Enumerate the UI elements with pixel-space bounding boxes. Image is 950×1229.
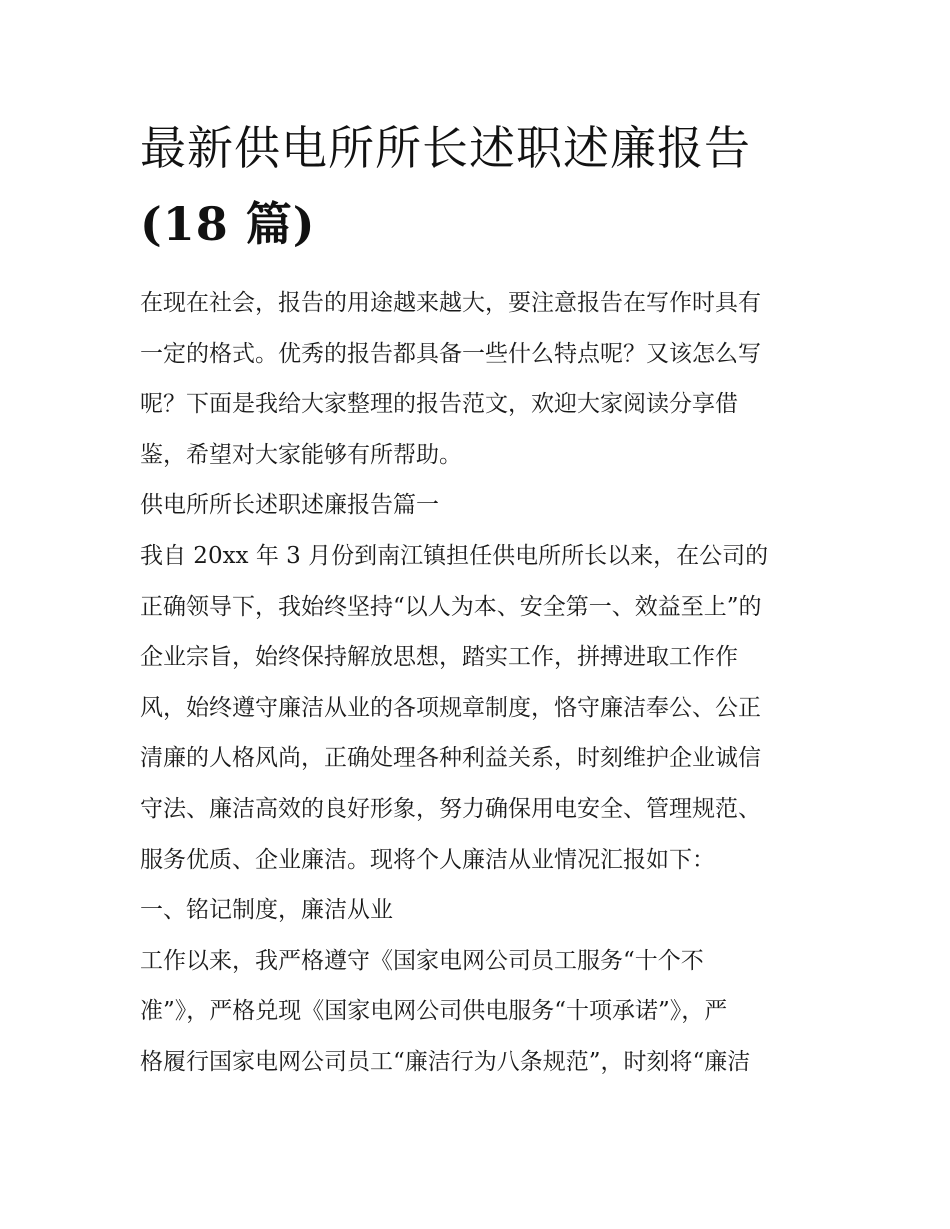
document-body	[140, 278, 812, 1088]
intro-paragraph	[140, 278, 812, 480]
text-line: 正确领导下，我始终坚持“以人为本、安全第一、效益至上”的	[140, 593, 762, 620]
text-line: 呢？下面是我给大家整理的报告范文，欢迎大家阅读分享借	[140, 391, 738, 418]
text-line: 格履行国家电网公司员工“廉洁行为八条规范”，时刻将“廉洁	[140, 1048, 751, 1075]
text-line: 一、铭记制度，廉洁从业	[140, 897, 393, 924]
text-line: 工作以来，我严格遵守《国家电网公司员工服务“十个不	[140, 947, 704, 974]
text-line: 供电所所长述职述廉报告篇一	[140, 492, 439, 519]
title-line-2: (18 篇)	[140, 197, 316, 251]
text-line: 在现在社会，报告的用途越来越大，要注意报告在写作时具有	[140, 290, 761, 316]
text-line: 守法、廉洁高效的良好形象，努力确保用电安全、管理规范、	[140, 795, 761, 822]
document-title	[140, 110, 812, 262]
subsection-heading	[140, 885, 812, 936]
text-line: 鉴，希望对大家能够有所帮助。	[140, 441, 462, 468]
text-line: 企业宗旨，始终保持解放思想，踏实工作，拼搏进取工作作	[140, 644, 738, 671]
document-page	[140, 110, 812, 1088]
body-paragraph	[140, 531, 812, 885]
text-line: 准”》，严格兑现《国家电网公司供电服务“十项承诺”》，严	[140, 998, 728, 1025]
text-line: 服务优质、企业廉洁。现将个人廉洁从业情况汇报如下：	[140, 846, 715, 873]
text-line: 我自 20xx 年 3 月份到南江镇担任供电所所长以来，在公司的	[140, 542, 769, 569]
text-line: 风，始终遵守廉洁从业的各项规章制度，恪守廉洁奉公、公正	[140, 694, 761, 721]
body-paragraph	[140, 936, 812, 1088]
text-line: 清廉的人格风尚，正确处理各种利益关系，时刻维护企业诚信	[140, 745, 761, 772]
section-heading	[140, 480, 812, 531]
text-line: 一定的格式。优秀的报告都具备一些什么特点呢？又该怎么写	[140, 340, 761, 367]
title-line-1: 最新供电所所长述职述廉报告	[140, 121, 751, 175]
